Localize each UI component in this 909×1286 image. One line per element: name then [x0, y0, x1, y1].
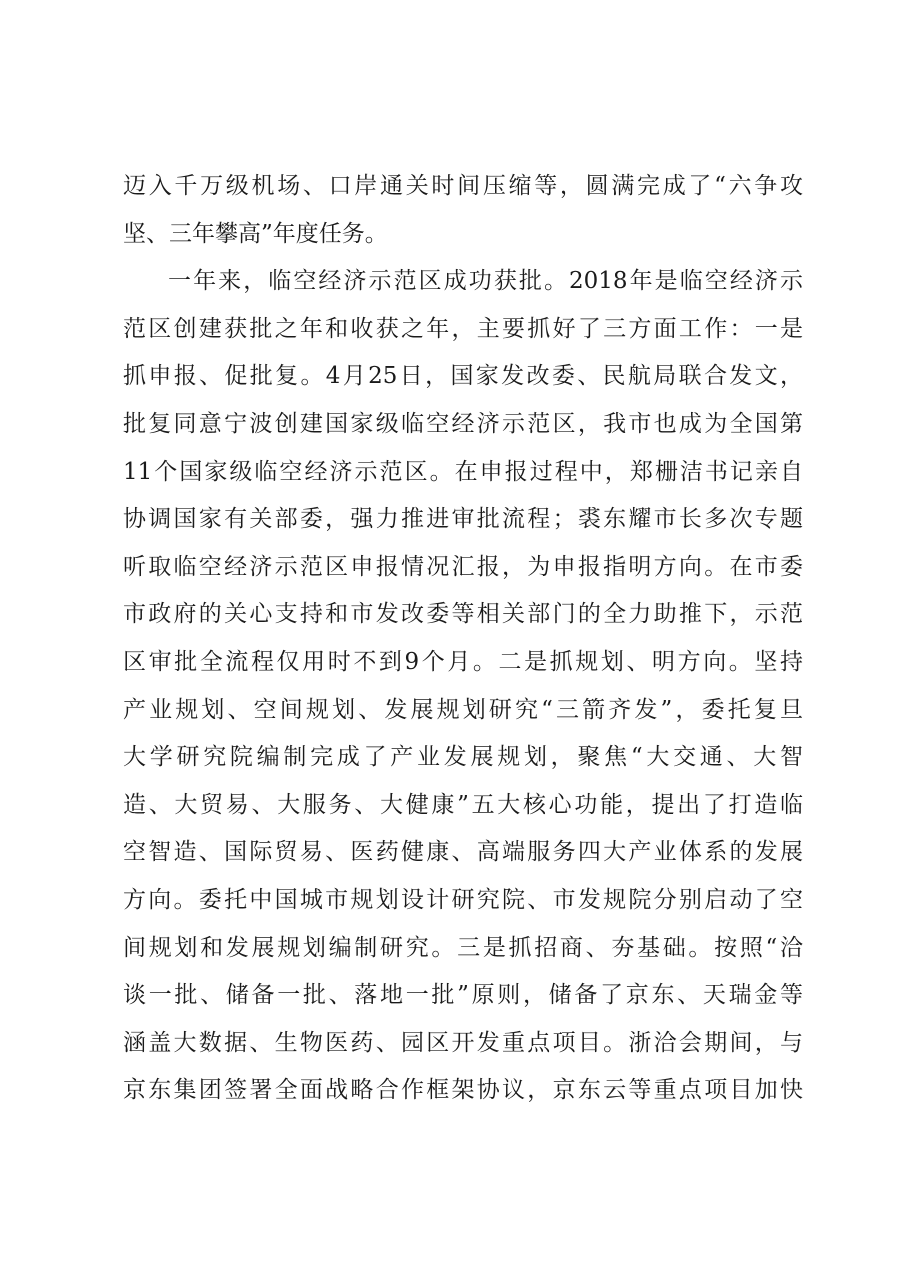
text-line-8: 协调国家有关部委，强力推进审批流程；裘东耀市长多次专题 — [123, 506, 803, 533]
text-line-13: 大学研究院编制完成了产业发展规划，聚焦“大交通、大智 — [123, 744, 803, 771]
text-line-18: 谈一批、储备一批、落地一批”原则，储备了京东、天瑞金等 — [123, 982, 803, 1009]
text-line-16: 方向。委托中国城市规划设计研究院、市发规院分别启动了空 — [123, 886, 803, 913]
body-text — [123, 163, 803, 1115]
text-line-15: 空智造、国际贸易、医药健康、高端服务四大产业体系的发展 — [123, 839, 803, 866]
text-line-6: 批复同意宁波创建国家级临空经济示范区，我市也成为全国第 — [123, 410, 803, 437]
text-line-11: 区审批全流程仅用时不到9个月。二是抓规划、明方向。坚持 — [123, 648, 803, 675]
text-line-3: 一年来，临空经济示范区成功获批。2018年是临空经济示 — [168, 268, 803, 295]
text-line-10: 市政府的关心支持和市发改委等相关部门的全力助推下，示范 — [123, 601, 803, 628]
text-line-17: 间规划和发展规划编制研究。三是抓招商、夯基础。按照“洽 — [123, 934, 803, 961]
text-line-4: 范区创建获批之年和收获之年，主要抓好了三方面工作：一是 — [123, 315, 803, 342]
text-line-5: 抓申报、促批复。4月25日，国家发改委、民航局联合发文， — [123, 363, 803, 390]
text-line-12: 产业规划、空间规划、发展规划研究“三箭齐发”，委托复旦 — [123, 696, 803, 723]
text-line-20: 京东集团签署全面战略合作框架协议，京东云等重点项目加快 — [123, 1077, 803, 1104]
text-line-19: 涵盖大数据、生物医药、园区开发重点项目。浙洽会期间，与 — [123, 1029, 803, 1056]
text-line-1: 迈入千万级机场、口岸通关时间压缩等，圆满完成了“六争攻 — [123, 173, 803, 199]
text-line-2: 坚、三年攀高”年度任务。 — [123, 220, 388, 247]
text-line-14: 造、大贸易、大服务、大健康”五大核心功能，提出了打造临 — [123, 791, 803, 818]
text-line-9: 听取临空经济示范区申报情况汇报，为申报指明方向。在市委 — [123, 553, 803, 580]
text-line-7: 11个国家级临空经济示范区。在申报过程中，郑栅洁书记亲自 — [123, 458, 803, 485]
